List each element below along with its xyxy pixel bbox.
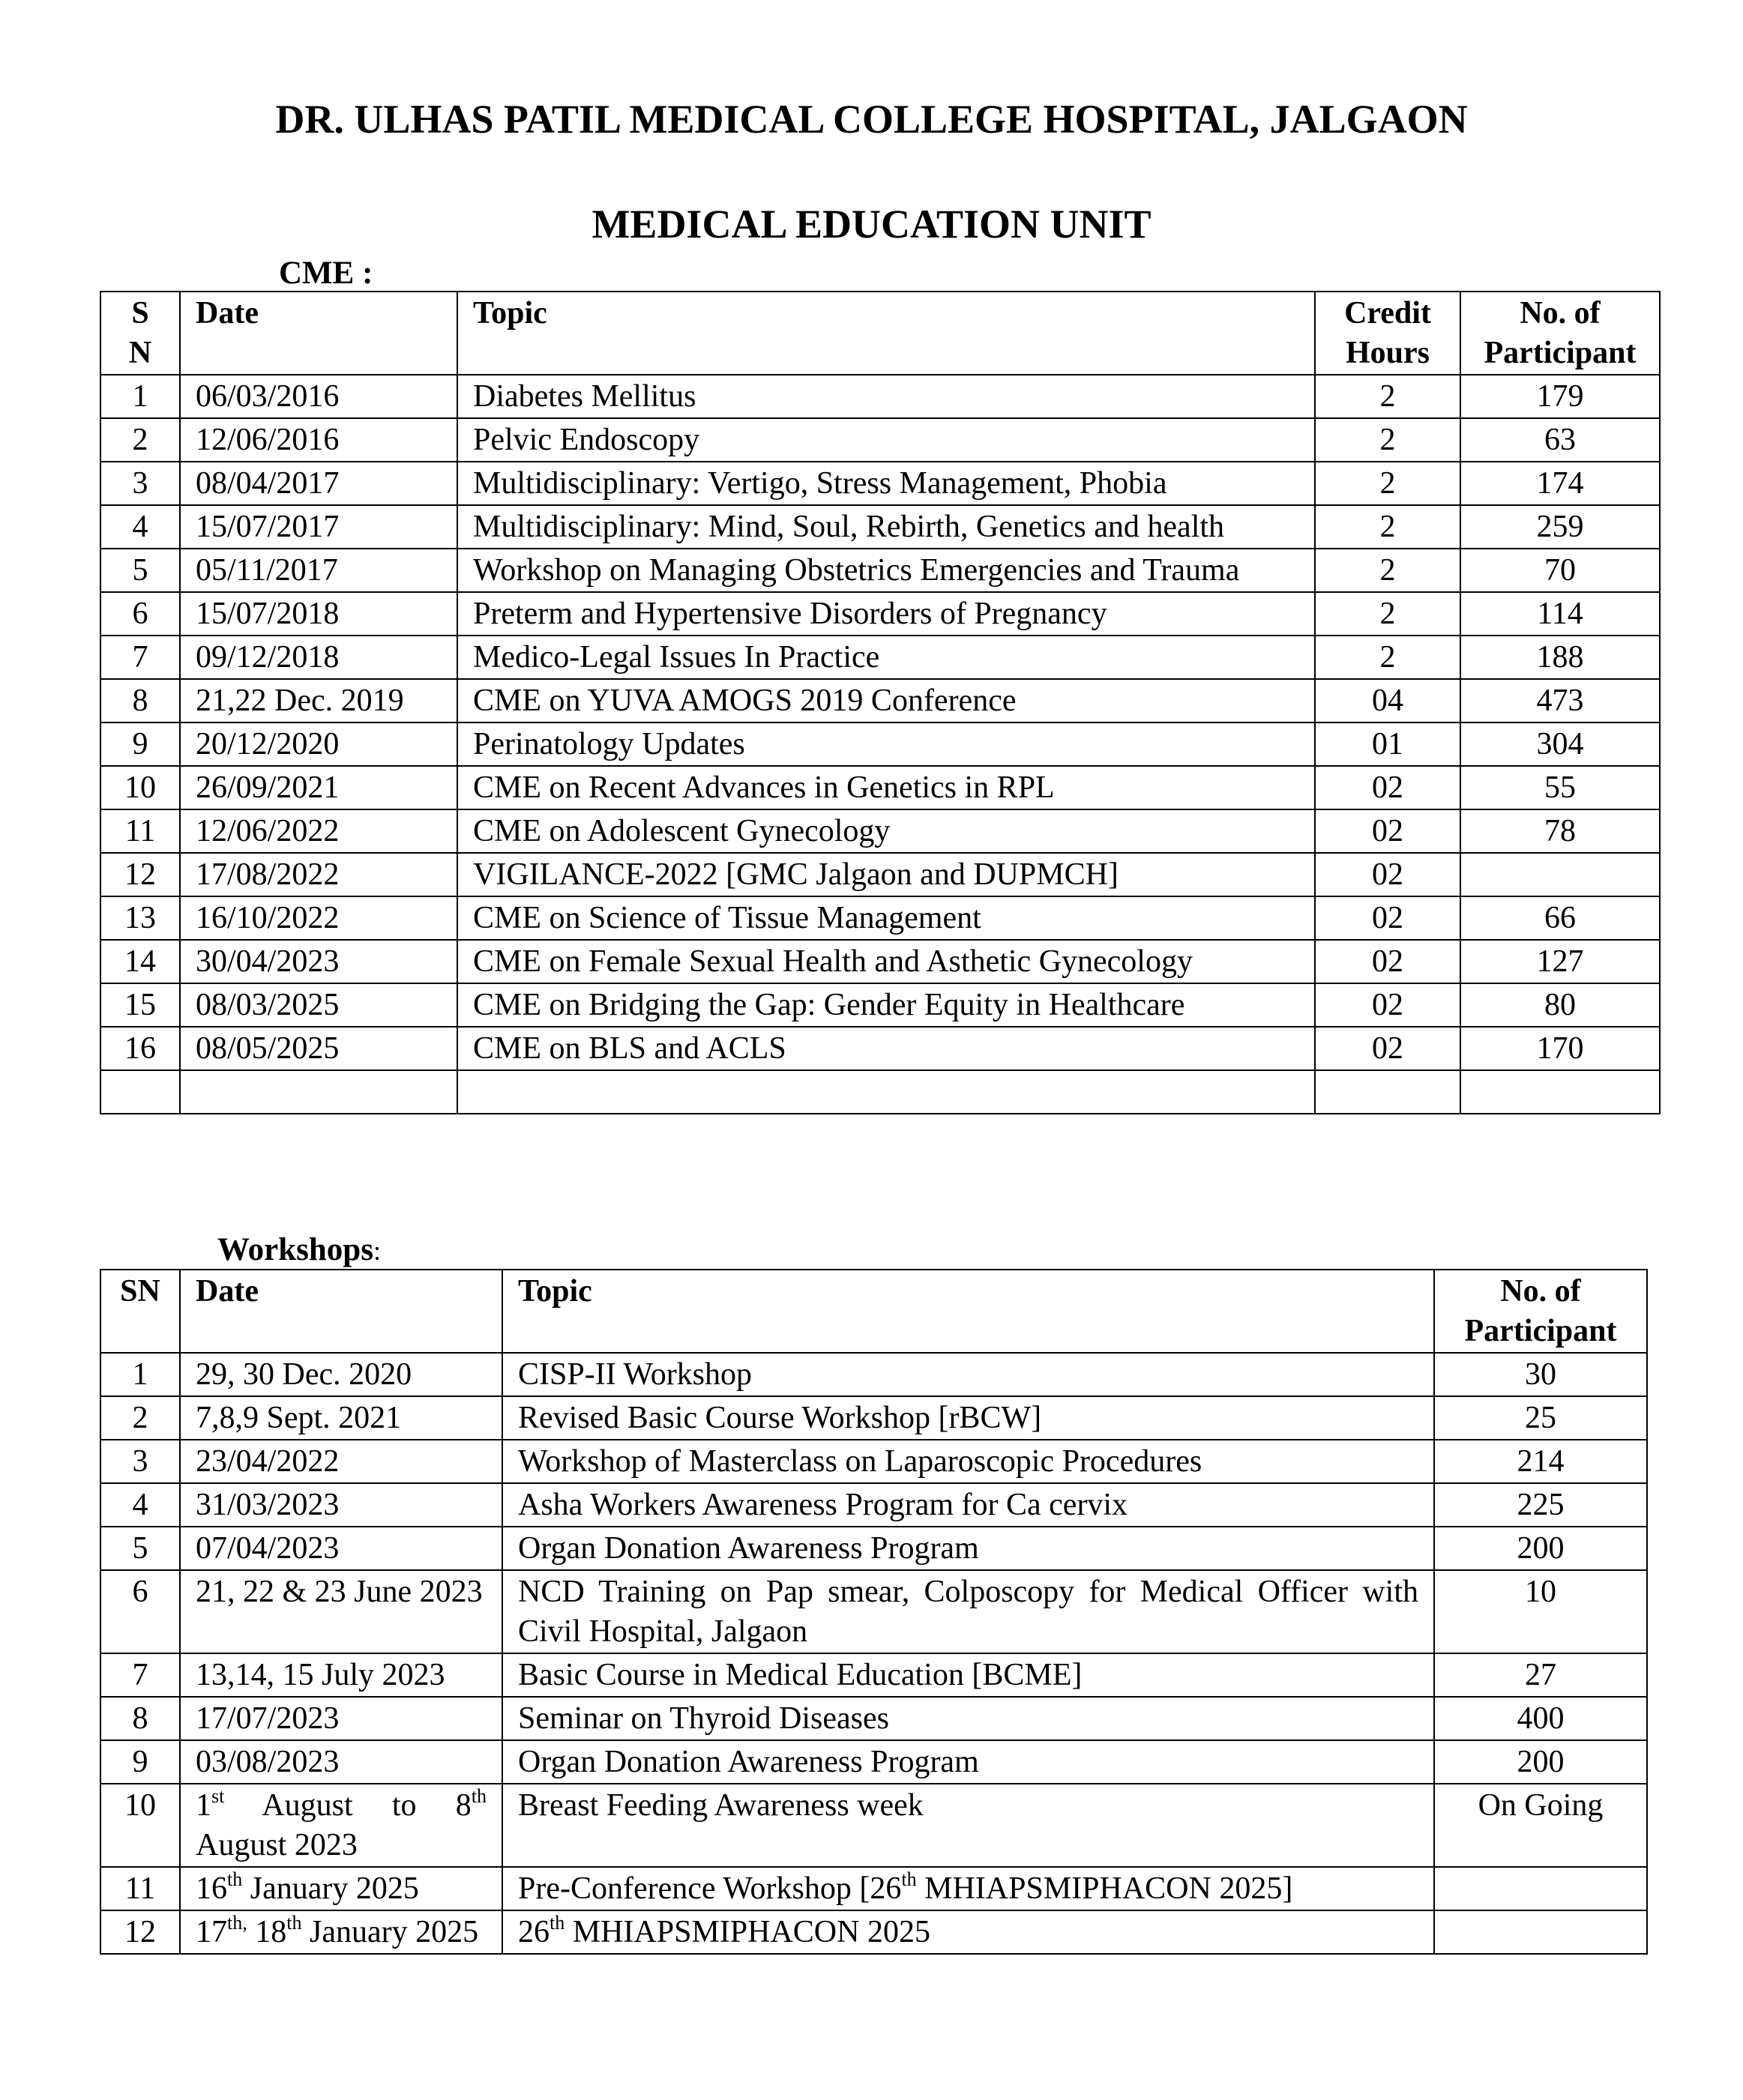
table-row: 12 $17^{th,}$ 18th January 2025 26th MHIAPSMIPHACON 2025	[100, 1910, 1647, 1954]
table-row: 15 08/03/2025 CME on Bridging the Gap: Gender Equity in Healthcare 02 80	[100, 983, 1660, 1027]
table-row: 5 05/11/2017 Workshop on Managing Obstetrics Emergencies and Trauma 2 70	[100, 549, 1660, 592]
cme-section-label: CME :	[279, 256, 373, 291]
table-row: 11 12/06/2022 CME on Adolescent Gynecology 02 78	[100, 809, 1660, 853]
table-row: 10 26/09/2021 CME on Recent Advances in Genetics in RPL 02 55	[100, 766, 1660, 809]
empty-table-row	[100, 1070, 1660, 1114]
workshops-section-label: Workshops:	[217, 1232, 381, 1267]
table-row: 11 16th January 2025 Pre-Conference Workshop [26th MHIAPSMIPHACON 2025]	[100, 1867, 1647, 1910]
cme-table	[100, 291, 1661, 1114]
table-row: 8 21,22 Dec. 2019 CME on YUVA AMOGS 2019 Conference 04 473	[100, 679, 1660, 722]
cme-header-credit-hours: Credit Hours	[1315, 292, 1460, 375]
cme-header-row	[100, 292, 1660, 375]
table-row: 1 06/03/2016 Diabetes Mellitus 2 179	[100, 375, 1660, 418]
table-row: 12 17/08/2022 VIGILANCE-2022 [GMC Jalgaon and DUPMCH] 02	[100, 853, 1660, 896]
table-row: 10 1st August to 8th August 2023 Breast Feeding Awareness week On Going	[100, 1784, 1647, 1867]
workshops-header-date: Date	[180, 1270, 502, 1353]
table-row: 3 23/04/2022 Workshop of Masterclass on Laparoscopic Procedures 214	[100, 1440, 1647, 1483]
table-row: 6 21, 22 & 23 June 2023 NCD Training on Pap smear, Colposcopy for Medical Officer with Civil Hospital, Jalgaon 10	[100, 1570, 1647, 1653]
workshops-header-row	[100, 1270, 1647, 1353]
workshops-header-topic: Topic	[502, 1270, 1434, 1353]
workshops-table	[100, 1269, 1648, 1955]
table-row: 13 16/10/2022 CME on Science of Tissue Management 02 66	[100, 896, 1660, 940]
workshops-header-sn: SN	[100, 1270, 180, 1353]
table-row: 7 09/12/2018 Medico-Legal Issues In Practice 2 188	[100, 636, 1660, 679]
cme-header-date: Date	[180, 292, 457, 375]
institution-title: DR. ULHAS PATIL MEDICAL COLLEGE HOSPITAL, JALGAON	[275, 97, 1468, 142]
table-row: 1 29, 30 Dec. 2020 CISP-II Workshop 30	[100, 1353, 1647, 1396]
cme-header-topic: Topic	[457, 292, 1315, 375]
table-row: 2 12/06/2016 Pelvic Endoscopy 2 63	[100, 418, 1660, 462]
table-row: 2 7,8,9 Sept. 2021 Revised Basic Course Workshop [rBCW] 25	[100, 1396, 1647, 1440]
table-row: 7 13,14, 15 July 2023 Basic Course in Medical Education [BCME] 27	[100, 1653, 1647, 1697]
table-row: 16 08/05/2025 CME on BLS and ACLS 02 170	[100, 1027, 1660, 1070]
cme-header-participants: No. of Participant	[1460, 292, 1660, 375]
table-row: 6 15/07/2018 Preterm and Hypertensive Disorders of Pregnancy 2 114	[100, 592, 1660, 636]
table-row: 4 31/03/2023 Asha Workers Awareness Program for Ca cervix 225	[100, 1483, 1647, 1527]
table-row: 4 15/07/2017 Multidisciplinary: Mind, Soul, Rebirth, Genetics and health 2 259	[100, 505, 1660, 549]
workshops-header-participants: No. of Participant	[1434, 1270, 1647, 1353]
table-row: 8 17/07/2023 Seminar on Thyroid Diseases 400	[100, 1697, 1647, 1740]
unit-title: MEDICAL EDUCATION UNIT	[591, 202, 1152, 247]
table-row: 9 20/12/2020 Perinatology Updates 01 304	[100, 722, 1660, 766]
table-row: 14 30/04/2023 CME on Female Sexual Health and Asthetic Gynecology 02 127	[100, 940, 1660, 983]
table-row: 3 08/04/2017 Multidisciplinary: Vertigo, Stress Management, Phobia 2 174	[100, 462, 1660, 505]
table-row: 9 03/08/2023 Organ Donation Awareness Program 200	[100, 1740, 1647, 1784]
table-row: 5 07/04/2023 Organ Donation Awareness Program 200	[100, 1527, 1647, 1570]
cme-header-sn: S N	[100, 292, 180, 375]
